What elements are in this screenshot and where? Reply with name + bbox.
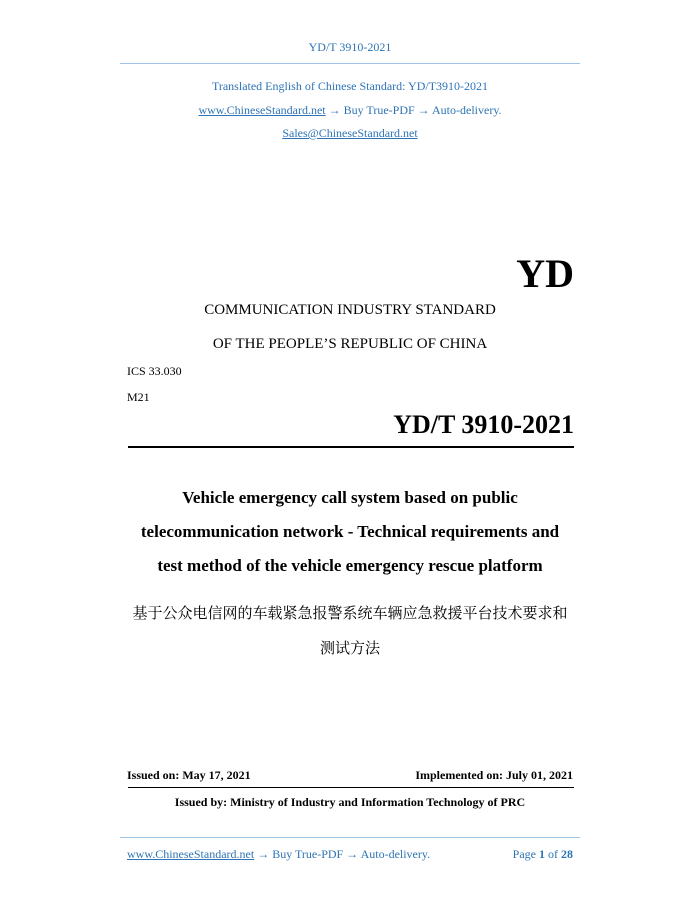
ccs-code: M21 [127,390,150,404]
title-en-line-3: test method of the vehicle emergency rescue platform [157,556,543,575]
standard-mark: YD [516,251,574,296]
org-line-1: COMMUNICATION INDUSTRY STANDARD [204,302,496,318]
standard-number: YD/T 3910-2021 [393,410,574,439]
header-rule [120,63,580,64]
title-zh-line-2: 测试方法 [319,639,380,657]
email-line [0,126,700,141]
footer-purchase-line [127,847,430,862]
footer-site-link[interactable]: www.ChineseStandard.net [127,847,255,861]
title-en-line-2: telecommunication network - Technical requirements and [140,522,560,541]
footer-buy-text: → Buy True-PDF → Auto-delivery. [254,847,431,861]
issued-date: Issued on: May 17, 2021 [127,768,251,782]
page-label: Page [512,847,536,861]
page-total: 28 [561,847,573,861]
dates-rule [128,787,574,788]
title-zh-line-1: 基于公众电信网的车载紧急报警系统车辆应急救援平台技术要求和 [132,604,568,622]
implemented-date: Implemented on: July 01, 2021 [415,768,573,782]
translation-line: Translated English of Chinese Standard: YD/T3910-2021 [211,79,489,93]
buy-text: → Buy True-PDF → Auto-delivery. [325,103,502,117]
page-current: 1 [539,847,545,861]
site-link[interactable]: www.ChineseStandard.net [198,103,326,117]
title-en-line-1: Vehicle emergency call system based on public [182,488,518,507]
page-of: of [548,847,558,861]
org-line-2: OF THE PEOPLE’S REPUBLIC OF CHINA [212,336,488,352]
running-header: YD/T 3910-2021 [308,40,392,54]
purchase-line [0,103,700,118]
footer-rule [120,837,580,838]
page-indicator [513,847,573,862]
issuing-authority: Issued by: Ministry of Industry and Information Technology of PRC [174,795,526,809]
title-rule [128,446,574,448]
email-link[interactable]: Sales@ChineseStandard.net [282,126,418,140]
ics-code: ICS 33.030 [127,364,182,378]
